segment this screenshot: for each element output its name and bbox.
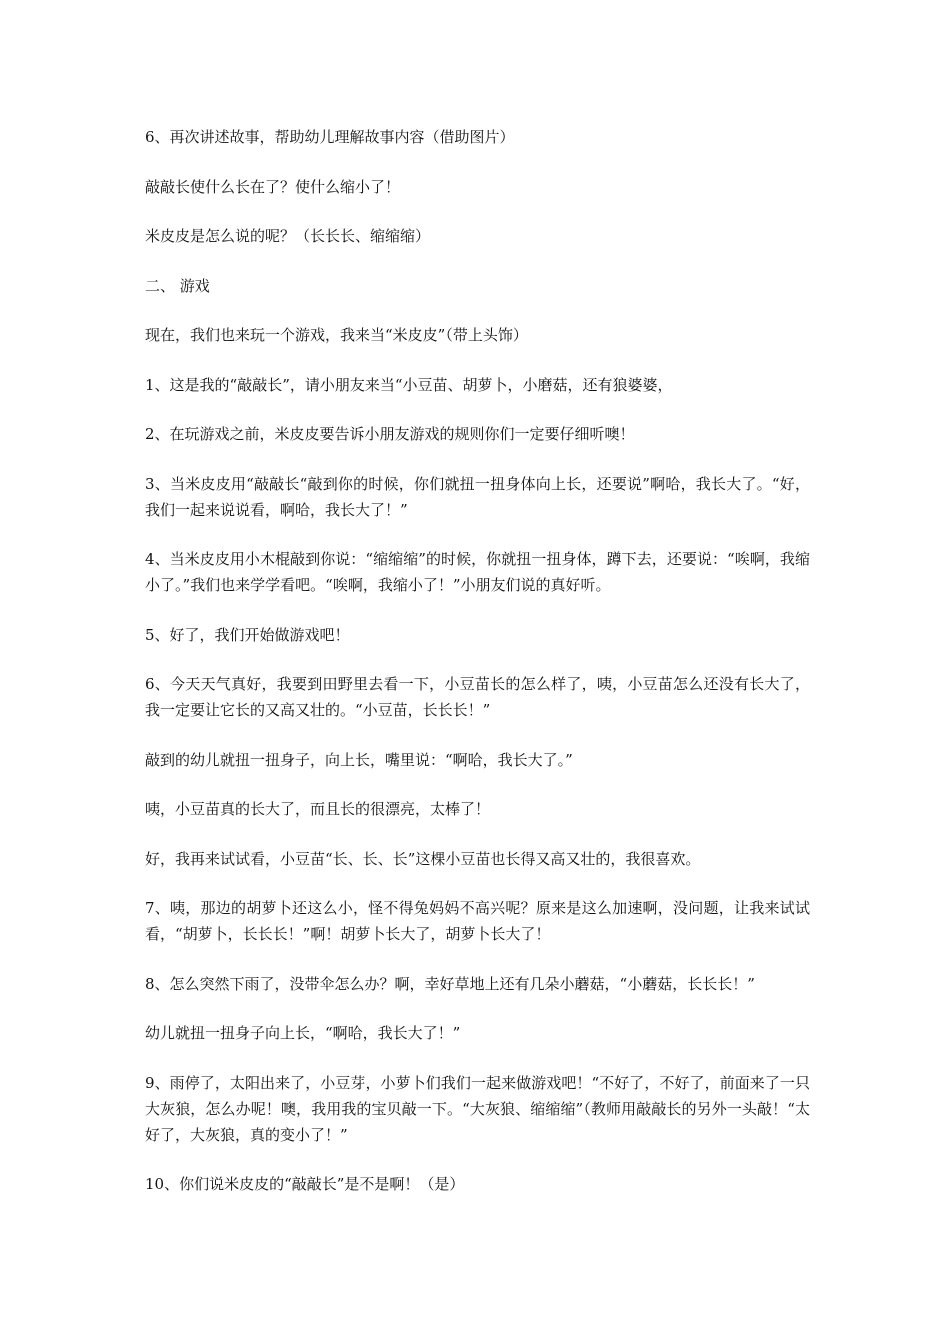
paragraph-step-8: 8、怎么突然下雨了，没带伞怎么办？啊，幸好草地上还有几朵小蘑菇，“小蘑菇，长长长！”: [145, 974, 755, 993]
paragraph-step-3: 3、当米皮皮用“敲敲长“敲到你的时候，你们就扭一扭身体向上长，还要说”啊哈，我长大了。“好，我们一起来说说看，啊哈，我长大了！”: [145, 474, 810, 519]
paragraph-step-4: 4、当米皮皮用小木棍敲到你说：“缩缩缩”的时候，你就扭一扭身体，蹲下去，还要说：“唉啊，我缩小了。”我们也来学学看吧。“唉啊，我缩小了！”小朋友们说的真好听。: [145, 550, 810, 594]
document-body: [145, 124, 810, 1221]
paragraph-step-2: 2、在玩游戏之前，米皮皮要告诉小朋友游戏的规则你们一定要仔细听噢！: [145, 425, 635, 443]
paragraph-retell-story: 6、再次讲述故事，帮助幼儿理解故事内容（借助图片）: [145, 128, 515, 146]
paragraph-step-6: 6、今天天气真好，我要到田野里去看一下，小豆苗长的怎么样了，咦，小豆苗怎么还没有长大了，我一定要让它长的又高又壮的。“小豆苗，长长长！”: [145, 675, 810, 719]
paragraph-child-grow: 幼儿就扭一扭身子向上长，“啊哈，我长大了！”: [145, 1024, 461, 1042]
paragraph-step-10: 10、你们说米皮皮的“敲敲长”是不是啊！（是）: [145, 1175, 465, 1193]
paragraph-child-response: 敲到的幼儿就扭一扭身子，向上长，嘴里说：“啊哈，我长大了。”: [145, 750, 573, 769]
paragraph-praise: 咦，小豆苗真的长大了，而且长的很漂亮，太棒了！: [145, 800, 491, 818]
paragraph-question-what-said: 米皮皮是怎么说的呢？（长长长、缩缩缩）: [145, 227, 431, 245]
paragraph-step-5: 5、好了，我们开始做游戏吧！: [145, 625, 350, 644]
section-heading-game: 二、 游戏: [145, 276, 210, 295]
paragraph-try-again: 好，我再来试试看，小豆苗“长、长、长”这棵小豆苗也长得又高又壮的，我很喜欢。: [145, 849, 701, 868]
paragraph-game-intro: 现在，我们也来玩一个游戏，我来当“米皮皮”（带上头饰）: [145, 326, 528, 344]
paragraph-step-7: 7、咦，那边的胡萝卜还这么小，怪不得兔妈妈不高兴呢？原来是这么加速啊，没问题，让我来试试看，“胡萝卜，长长长！”啊！胡萝卜长大了，胡萝卜长大了！: [145, 899, 810, 943]
paragraph-question-grow-shrink: 敲敲长使什么长在了？使什么缩小了！: [145, 177, 401, 196]
paragraph-step-9: 9、雨停了，太阳出来了，小豆芽，小萝卜们我们一起来做游戏吧！“不好了，不好了，前面来了一只大灰狼，怎么办呢！噢，我用我的宝贝敲一下。“大灰狼、缩缩缩”（教师用敲敲长的另外一头敲！“太好了，大灰狼，真的变小了！”: [145, 1073, 810, 1144]
paragraph-step-1: 1、这是我的“敲敲长”，请小朋友来当“小豆苗、胡萝卜，小磨菇，还有狼婆婆，: [145, 375, 673, 394]
